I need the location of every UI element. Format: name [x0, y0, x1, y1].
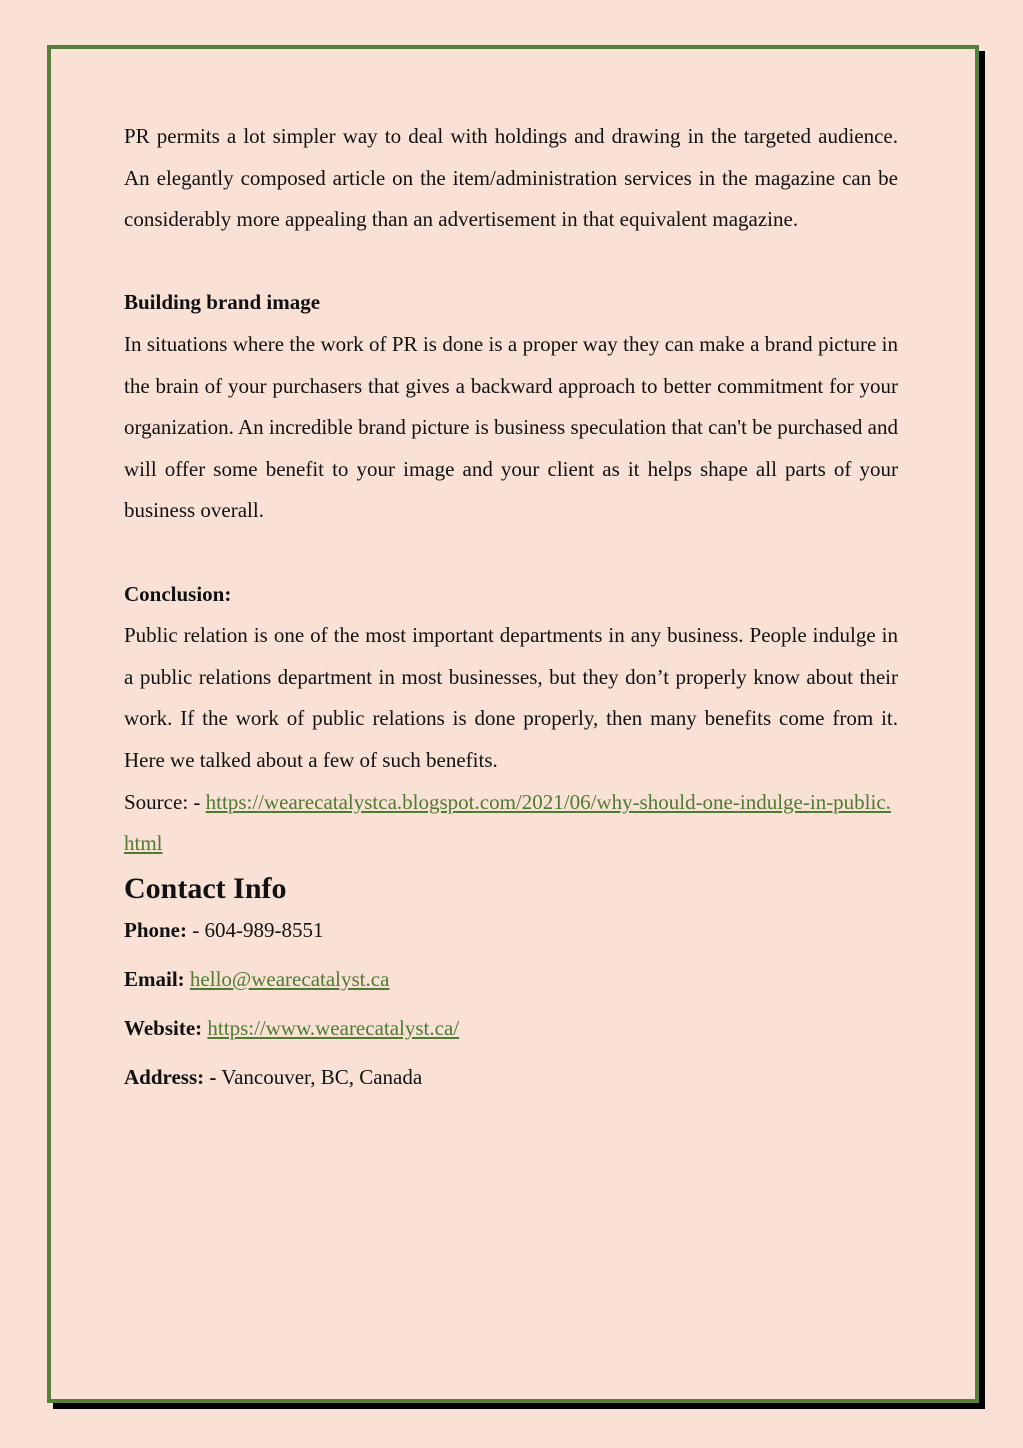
- conclusion-paragraph: Public relation is one of the most important departments in any business. People indulge in a public relations department in most businesses, but they don’t properly know about their work. If the work of public relations is done properly, then many benefits come from it. Here we talked about a few of such benefits.: [124, 623, 898, 772]
- website-line: [124, 1015, 898, 1041]
- source-line: [124, 782, 898, 865]
- phone-value: - 604-989-8551: [187, 917, 324, 942]
- source-link[interactable]: https://wearecatalystca.blogspot.com/2021/06/why-should-one-indulge-in-public.html: [124, 789, 891, 856]
- email-link[interactable]: hello@wearecatalyst.ca: [189, 966, 390, 991]
- website-label: Website:: [124, 1015, 203, 1040]
- conclusion-heading: Conclusion:: [124, 581, 232, 606]
- contact-title: Contact Info: [124, 871, 287, 905]
- website-link[interactable]: https://www.wearecatalyst.ca/: [207, 1015, 460, 1040]
- phone-line: [124, 917, 898, 943]
- address-label: Address: -: [124, 1064, 217, 1089]
- brand-paragraph: In situations where the work of PR is done is a proper way they can make a brand picture in the brain of your purchasers that gives a backward approach to better commitment for your organization. An incredible brand picture is business speculation that can't be purchased and will offer some benefit to your image and your client as it helps shape all parts of your business overall.: [124, 331, 898, 523]
- source-label: Source: -: [124, 789, 206, 814]
- intro-paragraph: PR permits a lot simpler way to deal with holdings and drawing in the targeted audience. An elegantly composed article on the item/administration services in the magazine can be considerably more appealing than an advertisement in that equivalent magazine.: [124, 124, 898, 232]
- address-value: Vancouver, BC, Canada: [216, 1064, 423, 1089]
- brand-heading: Building brand image: [124, 290, 321, 315]
- phone-label: Phone:: [124, 917, 187, 942]
- email-label: Email:: [124, 966, 185, 991]
- address-line: [124, 1064, 898, 1090]
- document-body: [124, 116, 898, 1113]
- email-line: [124, 966, 898, 992]
